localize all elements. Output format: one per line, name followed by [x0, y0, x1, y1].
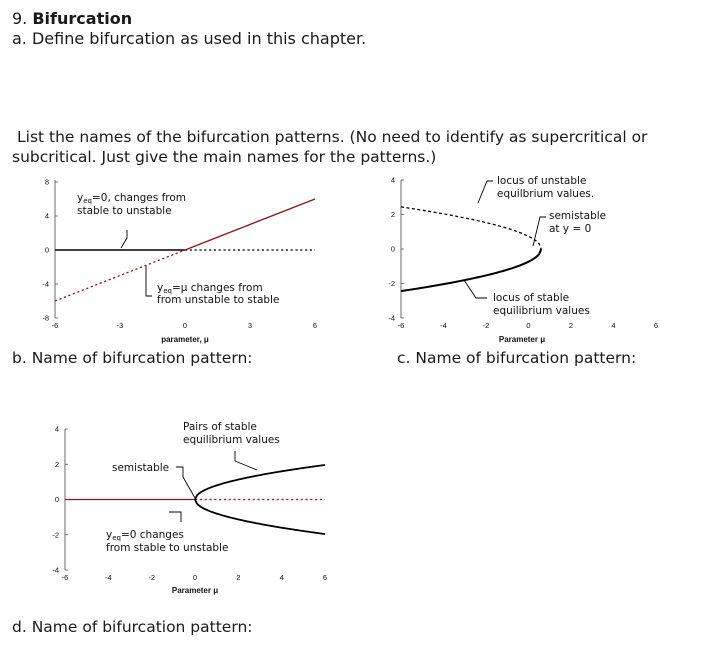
y-tick-label: -2 — [388, 279, 395, 288]
chart-d-series-2-upper — [195, 465, 325, 500]
chart-d-annotation-1a: Pairs of stable — [183, 421, 257, 433]
list-prompt-line1: List the names of the bifurcation patterns. (No need to identify as supercritical or — [17, 128, 648, 146]
chart-c-annotation-1b: equilbrium values. — [497, 188, 595, 200]
list-prompt-line2: subcritical. Just give the main names for the patterns.) — [12, 148, 437, 166]
chart-c-annotation-1a: locus of unstable — [497, 175, 587, 187]
part-d-prompt: d. Name of bifurcation pattern: — [12, 618, 253, 636]
chart-d-x-label: Parameter μ — [171, 586, 219, 595]
chart-b-annotation-2b: from unstable to stable — [157, 294, 280, 306]
x-tick-label: 0 — [526, 321, 531, 330]
chart-d-x-ticks — [62, 573, 327, 582]
y-tick-label: -2 — [52, 530, 59, 540]
y-tick-label: 0 — [54, 495, 59, 504]
y-tick-label: 2 — [54, 459, 59, 469]
x-tick-label: -3 — [116, 321, 124, 330]
x-tick-label: -2 — [148, 573, 156, 582]
y-tick-label: 8 — [44, 177, 49, 187]
y-tick-label: -4 — [52, 565, 59, 575]
chart-c-series — [401, 207, 541, 291]
chart-b-transcritical — [35, 172, 335, 352]
x-tick-label: 4 — [611, 321, 616, 330]
chart-b-annotation-2a: yeq=μ changes from — [157, 282, 263, 295]
chart-c-pointer-3 — [464, 280, 487, 298]
chart-d-pointer-3 — [169, 512, 181, 522]
chart-b-series-3 — [185, 199, 315, 250]
chart-c-annotation-2b: at y = 0 — [549, 223, 592, 235]
y-tick-label: 4 — [54, 424, 59, 434]
x-tick-label: 4 — [279, 573, 284, 582]
chart-d-annotation-2: semistable — [112, 462, 170, 474]
x-tick-label: 3 — [247, 321, 253, 330]
y-tick-label: 2 — [390, 210, 395, 219]
chart-c-annotation-3a: locus of stable — [493, 292, 570, 304]
chart-c-pointer-1 — [478, 181, 493, 203]
y-tick-label: -4 — [42, 279, 49, 289]
x-tick-label: 6 — [322, 573, 328, 582]
chart-b-annotation-1a: yeq=0, changes from — [77, 192, 187, 205]
chart-d-annotation-3a: yeq=0 changes — [106, 529, 184, 542]
x-tick-label: -4 — [104, 573, 112, 582]
chart-c-series-0 — [401, 207, 541, 249]
x-tick-label: 0 — [182, 321, 188, 330]
chart-c-series-1 — [401, 249, 541, 291]
chart-d-series-2-lower — [195, 500, 325, 535]
question-number: 9. — [12, 9, 28, 28]
x-tick-label: 2 — [236, 573, 241, 582]
x-tick-label: 0 — [192, 573, 198, 582]
part-b-prompt: b. Name of bifurcation pattern: — [12, 349, 253, 367]
chart-d-pitchfork — [45, 415, 345, 600]
chart-d-pointer-1 — [235, 451, 257, 470]
chart-d-annotation-3b: from stable to unstable — [106, 542, 229, 554]
x-tick-label: 6 — [653, 321, 659, 330]
chart-b-annotation-1b: stable to unstable — [77, 205, 172, 217]
y-tick-label: -8 — [42, 313, 49, 323]
x-tick-label: 6 — [312, 321, 318, 330]
chart-d-annotation-1b: equilibrium values — [183, 434, 280, 446]
chart-b-x-ticks — [52, 321, 317, 330]
y-tick-label: 4 — [390, 175, 395, 185]
question-heading — [12, 9, 132, 28]
chart-b-pointer-1 — [121, 230, 127, 248]
y-tick-label: 0 — [44, 245, 49, 255]
chart-c-annotation-3b: equilibrium values — [493, 305, 590, 317]
x-tick-label: -2 — [482, 321, 490, 330]
question-title: Bifurcation — [32, 9, 133, 28]
part-a-prompt: a. Define bifurcation as used in this chapter. — [12, 29, 367, 48]
chart-c-saddle-node — [380, 172, 680, 352]
y-tick-label: 0 — [390, 244, 395, 254]
chart-b-x-label: parameter, μ — [161, 335, 209, 344]
x-tick-label: -6 — [51, 321, 59, 330]
chart-c-annotation-2a: semistable — [549, 210, 607, 222]
chart-d-pointer-2 — [176, 467, 195, 498]
chart-c-x-label: Parameter μ — [498, 335, 546, 344]
chart-b-pointer-2 — [146, 266, 152, 296]
part-c-prompt: c. Name of bifurcation pattern: — [397, 349, 637, 367]
x-tick-label: -6 — [397, 321, 405, 330]
x-tick-label: 2 — [568, 321, 574, 330]
chart-c-x-ticks — [398, 321, 658, 330]
chart-c-pointer-2 — [533, 217, 546, 246]
x-tick-label: -4 — [440, 321, 447, 330]
x-tick-label: -6 — [61, 573, 69, 582]
chart-d-series — [65, 465, 325, 534]
y-tick-label: -4 — [388, 313, 395, 323]
y-tick-label: 4 — [44, 211, 49, 221]
chart-c-y-ticks — [388, 176, 404, 323]
